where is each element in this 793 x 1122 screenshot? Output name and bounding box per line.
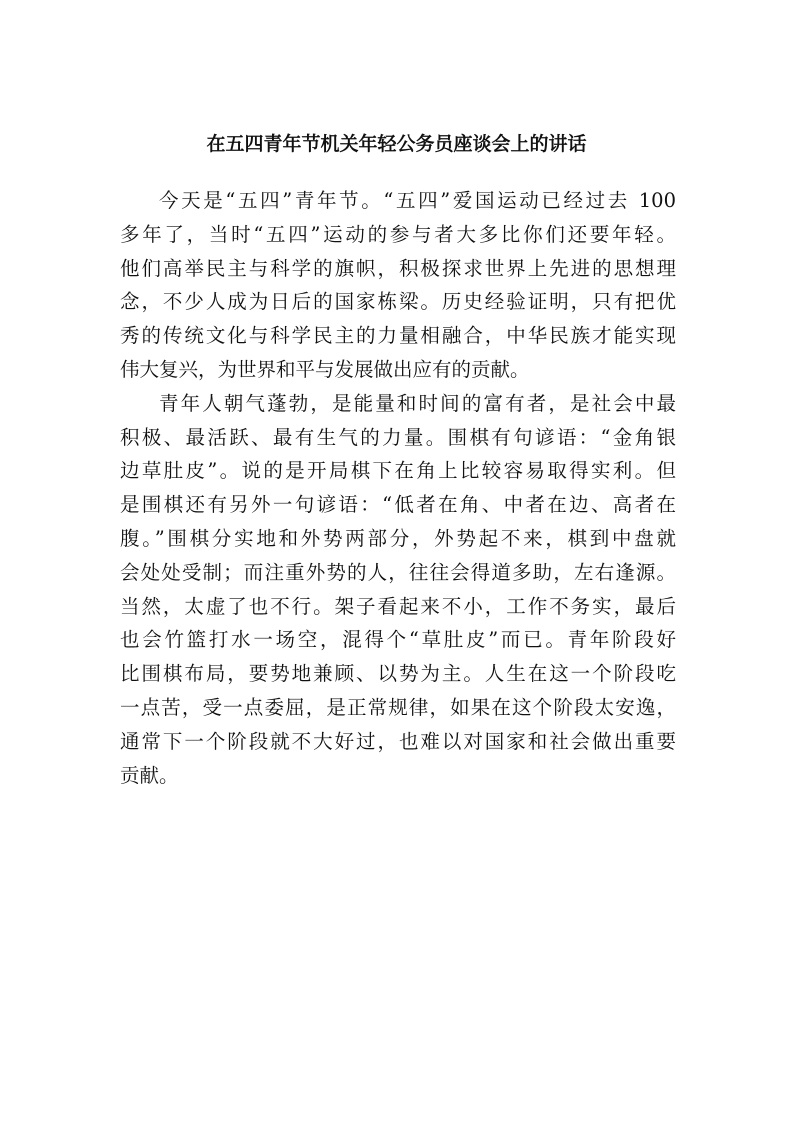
- paragraph-line: 腹。”围棋分实地和外势两部分，外势起不来，棋到中盘就: [120, 526, 676, 550]
- document-title: 在五四青年节机关年轻公务员座谈会上的讲话: [206, 133, 587, 155]
- paragraph-line: 是围棋还有另外一句谚语：“低者在角、中者在边、高者在: [120, 493, 676, 517]
- paragraph-line: 也会竹篮打水一场空，混得个“草肚皮”而已。青年阶段好: [120, 628, 676, 652]
- paragraph-line: 今天是“五四”青年节。“五四”爱国运动已经过去 100: [159, 189, 676, 212]
- paragraph-2: [120, 387, 676, 793]
- paragraph-line: 青年人朝气蓬勃，是能量和时间的富有者，是社会中最: [159, 391, 676, 415]
- paragraph-line: 念，不少人成为日后的国家栋梁。历史经验证明，只有把优: [120, 290, 676, 314]
- paragraph-line: 多年了，当时“五四”运动的参与者大多比你们还要年轻。: [120, 222, 676, 246]
- paragraph-line: 积极、最活跃、最有生气的力量。围棋有句谚语：“金角银: [120, 425, 676, 449]
- paragraph-1: [120, 184, 676, 387]
- paragraph-line: 他们高举民主与科学的旗帜，积极探求世界上先进的思想理: [120, 256, 676, 280]
- paragraph-line: 一点苦，受一点委屈，是正常规律，如果在这个阶段太安逸，: [120, 695, 676, 719]
- document-body: [120, 184, 676, 792]
- paragraph-line: 边草肚皮”。说的是开局棋下在角上比较容易取得实利。但: [120, 459, 676, 483]
- paragraph-line: 贡献。: [120, 763, 179, 787]
- paragraph-line: 比围棋布局，要势地兼顾、以势为主。人生在这一个阶段吃: [120, 662, 676, 686]
- paragraph-line: 伟大复兴，为世界和平与发展做出应有的贡献。: [120, 357, 530, 381]
- paragraph-line: 秀的传统文化与科学民主的力量相融合，中华民族才能实现: [120, 324, 676, 348]
- paragraph-line: 通常下一个阶段就不大好过，也难以对国家和社会做出重要: [120, 729, 676, 753]
- paragraph-line: 当然，太虚了也不行。架子看起来不小，工作不务实，最后: [120, 594, 676, 618]
- paragraph-line: 会处处受制；而注重外势的人，往往会得道多助，左右逢源。: [120, 560, 676, 584]
